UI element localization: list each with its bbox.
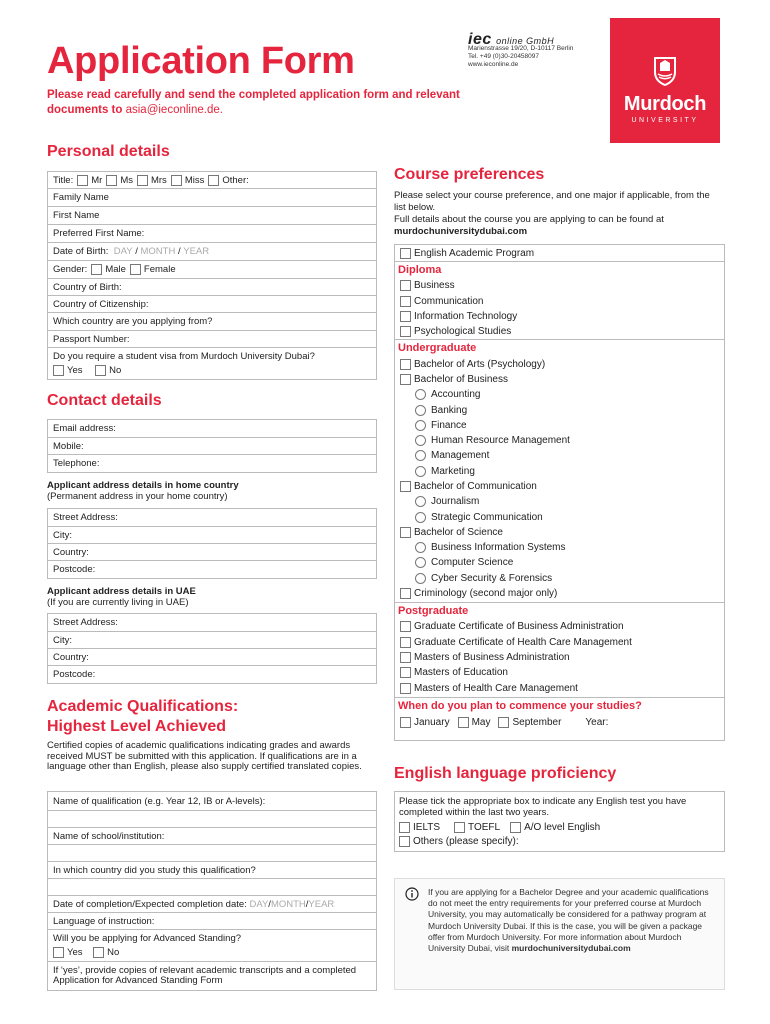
undergraduate-heading: Undergraduate (398, 342, 477, 355)
strategic-comm-label: Strategic Communication (431, 511, 543, 523)
major-cyber (395, 571, 724, 586)
strategic-comm-radio[interactable] (415, 512, 426, 523)
iec-brand: iec (468, 31, 492, 48)
b-science-label: Bachelor of Science (414, 526, 503, 538)
toefl-label: TOEFL (468, 822, 501, 833)
ielts-label: IELTS (413, 822, 441, 833)
january-checkbox[interactable] (400, 717, 411, 728)
english-program-label: English Academic Program (414, 248, 535, 260)
criminology-checkbox[interactable] (400, 588, 411, 599)
first-name-label: First Name (53, 210, 100, 221)
gender-female-label: Female (143, 264, 176, 275)
home-address-sub: (Permanent address in your home country) (47, 491, 228, 502)
mhcm-label: Masters of Health Care Management (414, 682, 578, 694)
course-box (394, 244, 725, 741)
cs-radio[interactable] (415, 557, 426, 568)
contact-details-heading: Contact details (47, 392, 162, 409)
diploma-psych-label: Psychological Studies (414, 326, 512, 338)
management-label: Management (431, 450, 490, 462)
page-title: Application Form (47, 40, 355, 82)
others-label: Others (please specify): (413, 836, 519, 847)
murdoch-name: Murdoch (623, 93, 707, 115)
academic-note: Certified copies of academic qualifications indicating grades and awards received MUST be submitted with this application. If qualifications are in a language other than English, please also supply certified translated copies. (47, 740, 362, 772)
uae-country-label: Country: (53, 651, 89, 663)
advanced-standing-question: Will you be applying for Advanced Standing? (53, 932, 242, 944)
alevel-label: A/O level English (524, 822, 601, 833)
diploma-communication-label: Communication (414, 295, 484, 307)
completion-date-field[interactable]: Date of completion/Expected completion date: DAY / MONTH / YEAR (48, 896, 376, 913)
cs-label: Computer Science (431, 557, 514, 569)
completion-year: YEAR (308, 898, 335, 910)
pg-gchcm (395, 635, 724, 650)
b-business-label: Bachelor of Business (414, 373, 508, 385)
passport-label: Passport Number: (53, 333, 130, 345)
applying-from-label: Which country are you applying from? (53, 316, 213, 327)
preferred-first-name-label: Preferred First Name: (53, 228, 145, 239)
b-comm-label: Bachelor of Communication (414, 481, 537, 492)
major-marketing (395, 464, 724, 479)
b-business-checkbox[interactable] (400, 374, 411, 385)
uae-address-title: Applicant address details in UAE (47, 586, 196, 597)
uae-address-heading (47, 586, 196, 608)
school-blank[interactable] (48, 845, 376, 862)
ug-criminology (395, 586, 724, 601)
country-citizenship-label: Country of Citizenship: (53, 298, 149, 310)
diploma-it-label: Information Technology (414, 311, 518, 323)
title-mrs-label: Mrs (150, 174, 167, 186)
telephone-field[interactable] (48, 455, 376, 472)
visa-yes-label: Yes (67, 365, 83, 376)
ug-b-business (395, 372, 724, 387)
country-citizenship-field[interactable] (48, 296, 376, 313)
language-label: Language of instruction: (53, 915, 155, 927)
country-birth-field[interactable] (48, 279, 376, 296)
intro-text (47, 88, 467, 118)
family-name-label: Family Name (53, 192, 109, 203)
med-checkbox[interactable] (400, 667, 411, 678)
major-bis (395, 540, 724, 555)
course-para-2-text: Full details about the course you are applying to can be found at (394, 214, 664, 225)
criminology-label: Criminology (second major only) (414, 588, 558, 600)
diploma-psych-checkbox[interactable] (400, 326, 411, 337)
diploma-business (395, 278, 724, 293)
qualification-name-label: Name of qualification (e.g. Year 12, IB or A-levels): (53, 795, 266, 807)
personal-details-box (47, 171, 377, 380)
info-text: If you are applying for a Bachelor Degree and your academic qualifications do not meet the entry requirements for your preferred course at Murdoch University, you may automatically be considered for a pathway program at Murdoch University Dubai. If this is the case, you will be given a package offer from Murdoch University. For more information about Murdoch University Dubai, visit (428, 887, 709, 954)
english-others-row (399, 836, 720, 847)
finance-radio[interactable] (415, 420, 426, 431)
advanced-yes-label: Yes (67, 947, 83, 958)
english-program-checkbox[interactable] (400, 248, 411, 259)
uae-street-field[interactable] (48, 614, 376, 632)
uae-country-field[interactable] (48, 649, 376, 666)
language-field[interactable] (48, 913, 376, 930)
info-link[interactable]: murdochuniversitydubai.com (511, 943, 631, 954)
school-field[interactable] (48, 828, 376, 845)
iec-web: www.ieconline.de (468, 61, 519, 68)
murdoch-crest-icon (652, 56, 678, 86)
visa-no-label: No (109, 365, 122, 376)
major-banking (395, 402, 724, 417)
bis-label: Business Information Systems (431, 542, 566, 554)
iec-logo (468, 31, 598, 69)
email-field[interactable] (48, 420, 376, 438)
home-address-title: Applicant address details in home country (47, 480, 239, 491)
major-accounting (395, 387, 724, 402)
diploma-communication (395, 294, 724, 309)
course-preferences-heading: Course preferences (394, 166, 545, 183)
gender-male-label: Male (105, 264, 126, 275)
finance-label: Finance (431, 419, 467, 431)
cyber-radio[interactable] (415, 573, 426, 584)
diploma-heading: Diploma (398, 264, 442, 277)
email-label: Email address: (53, 423, 116, 434)
banking-radio[interactable] (415, 405, 426, 416)
b-science-checkbox[interactable] (400, 527, 411, 538)
gcba-checkbox[interactable] (400, 621, 411, 632)
major-cs (395, 555, 724, 570)
advanced-no-label: No (107, 947, 120, 958)
diploma-business-label: Business (414, 280, 455, 292)
major-finance (395, 418, 724, 433)
may-label: May (471, 716, 491, 728)
completion-month: MONTH (270, 898, 306, 910)
b-comm-checkbox[interactable] (400, 481, 411, 492)
marketing-radio[interactable] (415, 466, 426, 477)
english-heading: English language proficiency (394, 765, 617, 782)
dob-day: DAY (113, 246, 133, 257)
if-yes-text: If ‘yes’, provide copies of relevant academic transcripts and a completed Application for Advanced Standing Form (53, 964, 357, 986)
commence-heading: When do you plan to commence your studies? (398, 700, 642, 713)
gchcm-checkbox[interactable] (400, 637, 411, 648)
country-study-field[interactable] (48, 862, 376, 879)
title-mr-checkbox[interactable] (77, 175, 88, 186)
commence-year-label: Year: (585, 716, 609, 728)
country-study-label: In which country did you study this qualification? (53, 864, 256, 876)
toefl-checkbox[interactable] (454, 822, 465, 833)
iec-tel: Tel. +49 (0)30-20458097 (468, 53, 540, 60)
info-text-wrap (428, 887, 713, 954)
dob-month: MONTH (140, 246, 176, 257)
major-strategic-comm (395, 509, 724, 524)
personal-details-heading: Personal details (47, 143, 170, 160)
ug-b-comm (395, 479, 724, 494)
info-box (394, 878, 725, 990)
accounting-label: Accounting (431, 389, 481, 401)
bis-radio[interactable] (415, 542, 426, 553)
info-icon (405, 887, 419, 901)
title-row (48, 172, 376, 189)
diploma-it-checkbox[interactable] (400, 311, 411, 322)
visa-row (48, 348, 376, 379)
contact-box (47, 419, 377, 473)
ba-psych-label: Bachelor of Arts (Psychology) (414, 358, 546, 370)
gender-row (48, 261, 376, 279)
advanced-standing-row (48, 930, 376, 962)
september-checkbox[interactable] (498, 717, 509, 728)
title-mr-label: Mr (91, 174, 103, 186)
course-para-2 (394, 214, 724, 237)
home-city-field[interactable] (48, 527, 376, 544)
accounting-radio[interactable] (415, 389, 426, 400)
home-street-field[interactable] (48, 509, 376, 527)
alevel-checkbox[interactable] (510, 822, 521, 833)
english-tests-row (399, 822, 720, 833)
dob-label: Date of Birth: (53, 246, 109, 257)
uae-postcode-label: Postcode: (53, 669, 96, 680)
academic-heading-line1: Academic Qualifications: (47, 698, 239, 715)
title-label: Title: (53, 174, 74, 186)
banking-label: Banking (431, 404, 468, 416)
hrm-label: Human Resource Management (431, 435, 570, 447)
home-city-label: City: (53, 529, 72, 541)
dob-year: YEAR (183, 246, 210, 257)
diploma-it (395, 309, 724, 324)
title-ms-checkbox[interactable] (106, 175, 117, 186)
mba-label: Masters of Business Administration (414, 651, 570, 663)
murdoch-logo (610, 18, 720, 143)
qualification-name-field[interactable] (48, 792, 376, 811)
ba-psych-checkbox[interactable] (400, 359, 411, 370)
family-name-field[interactable] (48, 189, 376, 207)
others-checkbox[interactable] (399, 836, 410, 847)
journalism-label: Journalism (431, 496, 480, 508)
course-para-1: Please select your course preference, and one major if applicable, from the list below. (394, 190, 710, 213)
med-label: Masters of Education (414, 667, 508, 679)
journalism-radio[interactable] (415, 496, 426, 507)
mba-checkbox[interactable] (400, 652, 411, 663)
postgraduate-heading: Postgraduate (398, 605, 469, 618)
uae-address-sub: (If you are currently living in UAE) (47, 597, 189, 608)
english-para: Please tick the appropriate box to indicate any English test you have completed within the last two years. (399, 796, 687, 818)
january-label: January (414, 716, 450, 728)
may-checkbox[interactable] (458, 717, 469, 728)
september-label: September (512, 716, 562, 728)
gender-label: Gender: (53, 264, 88, 275)
dob-field[interactable]: Date of Birth: DAY / MONTH / YEAR (48, 243, 376, 261)
gcba-label: Graduate Certificate of Business Administration (414, 621, 624, 633)
hrm-radio[interactable] (415, 435, 426, 446)
uae-city-field[interactable] (48, 632, 376, 649)
title-other-checkbox[interactable] (208, 175, 219, 186)
pg-mba (395, 650, 724, 665)
title-other-label: Other: (222, 174, 249, 186)
ielts-checkbox[interactable] (399, 822, 410, 833)
course-english-program (395, 246, 724, 261)
intro-bold: Please read carefully and send the completed application form and relevant documents to (47, 89, 460, 116)
visa-yes-checkbox[interactable] (53, 365, 64, 376)
title-mrs-checkbox[interactable] (137, 175, 148, 186)
preferred-first-name-field[interactable] (48, 225, 376, 243)
murdoch-university: UNIVERSITY (631, 117, 699, 124)
advanced-no-checkbox[interactable] (93, 947, 104, 958)
ug-b-science (395, 525, 724, 540)
telephone-label: Telephone: (53, 458, 100, 469)
ug-ba-psych (395, 356, 724, 371)
pg-mhcm (395, 680, 724, 695)
home-address-box (47, 508, 377, 579)
iec-address: Marienstrasse 19/20, D-10117 Berlin (468, 45, 574, 52)
mhcm-checkbox[interactable] (400, 683, 411, 694)
academic-box (47, 791, 377, 991)
diploma-business-checkbox[interactable] (400, 280, 411, 291)
visa-question: Do you require a student visa from Murdoch University Dubai? (53, 350, 315, 362)
title-miss-label: Miss (184, 174, 205, 186)
academic-heading (47, 697, 238, 737)
intro-email-link[interactable]: asia@ieconline.de. (125, 104, 223, 116)
diploma-communication-checkbox[interactable] (400, 296, 411, 307)
major-hrm (395, 433, 724, 448)
uae-street-label: Street Address: (53, 617, 118, 628)
advanced-yes-checkbox[interactable] (53, 947, 64, 958)
title-ms-label: Ms (120, 174, 133, 186)
commence-row (395, 715, 724, 730)
first-name-field[interactable] (48, 207, 376, 225)
uae-address-box (47, 613, 377, 684)
advanced-standing-note (48, 962, 376, 990)
qualification-blank-1[interactable] (48, 811, 376, 828)
passport-field[interactable] (48, 331, 376, 348)
mobile-label: Mobile: (53, 440, 84, 452)
iec-brand-suffix: online GmbH (496, 36, 555, 46)
home-postcode-label: Postcode: (53, 564, 96, 575)
gender-female-checkbox[interactable] (130, 264, 141, 275)
uae-postcode-field[interactable] (48, 666, 376, 683)
cyber-label: Cyber Security & Forensics (431, 572, 553, 584)
country-study-blank[interactable] (48, 879, 376, 896)
course-link[interactable]: murdochuniversitydubai.com (394, 225, 528, 237)
management-radio[interactable] (415, 450, 426, 461)
applying-from-field[interactable] (48, 313, 376, 331)
marketing-label: Marketing (431, 465, 475, 477)
completion-day: DAY (249, 898, 269, 910)
home-country-field[interactable] (48, 544, 376, 561)
diploma-psych (395, 324, 724, 339)
gender-male-checkbox[interactable] (91, 264, 102, 275)
uae-city-label: City: (53, 634, 72, 646)
home-street-label: Street Address: (53, 512, 118, 523)
title-miss-checkbox[interactable] (171, 175, 182, 186)
english-box (394, 791, 725, 852)
major-management (395, 448, 724, 463)
country-birth-label: Country of Birth: (53, 281, 122, 293)
school-label: Name of school/institution: (53, 830, 165, 842)
major-journalism (395, 494, 724, 509)
home-country-label: Country: (53, 546, 89, 558)
visa-no-checkbox[interactable] (95, 365, 106, 376)
pg-med (395, 665, 724, 680)
home-postcode-field[interactable] (48, 561, 376, 578)
academic-heading-line2: Highest Level Achieved (47, 718, 227, 735)
pg-gcba (395, 619, 724, 634)
completion-date-label: Date of completion/Expected completion date: (53, 898, 247, 910)
mobile-field[interactable] (48, 438, 376, 455)
home-address-heading (47, 480, 239, 502)
gchcm-label: Graduate Certificate of Health Care Management (414, 636, 632, 648)
